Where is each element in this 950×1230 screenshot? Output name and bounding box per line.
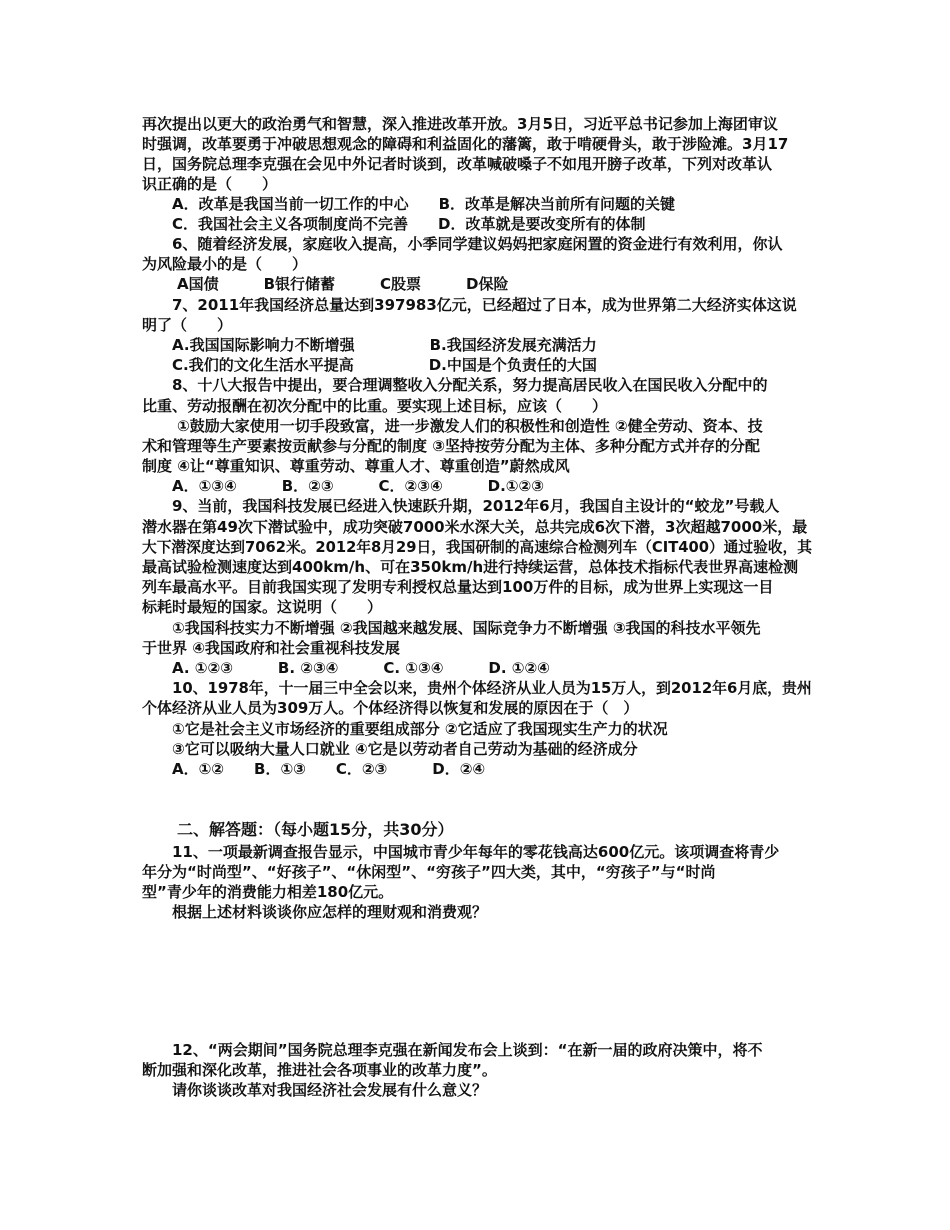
q5-options-ab: A．改革是我国当前一切工作的中心 B．改革是解决当前所有问题的关键 xyxy=(172,195,676,213)
q5-text-line-1: 再次提出以更大的政治勇气和智慧，深入推进改革开放。3月5日，习近平总书记参加上海团审议 xyxy=(142,115,778,133)
q10-text-line-2: 个体经济从业人员为309万人。个体经济得以恢复和发展的原因在于（ ） xyxy=(142,699,639,717)
q11-text-line-1: 11、一项最新调查报告显示，中国城市青少年每年的零花钱高达600亿元。该项调查将青少 xyxy=(172,843,780,861)
q7-text-line-2: 明了（ ） xyxy=(142,316,233,334)
q9-text-line-1: 9、当前，我国科技发展已经进入快速跃升期，2012年6月，我国自主设计的“蛟龙”号载人 xyxy=(172,497,780,515)
q12-text-line-2: 断加强和深化改革，推进社会各项事业的改革力度”。 xyxy=(142,1061,497,1079)
q11-text-line-3: 型”青少年的消费能力相差180亿元。 xyxy=(142,883,394,901)
q8-text-line-2: 比重、劳动报酬在初次分配中的比重。要实现上述目标，应该（ ） xyxy=(142,397,608,415)
q6-text-line-2: 为风险最小的是（ ） xyxy=(142,255,308,273)
q9-text-line-6: 标耗时最短的国家。这说明（ ） xyxy=(142,598,383,616)
q8-statements-line-3: 制度 ④让“尊重知识、尊重劳动、尊重人才、尊重创造”蔚然成风 xyxy=(142,457,570,475)
q9-statements-line-2: 于世界 ④我国政府和社会重视科技发展 xyxy=(142,639,400,657)
q6-text-line-1: 6、随着经济发展，家庭收入提高，小季同学建议妈妈把家庭闲置的资金进行有效利用，你认 xyxy=(172,235,783,253)
q9-options: A. ①②③ B. ②③④ C. ①③④ D. ①②④ xyxy=(172,659,550,677)
q10-options: A．①② B．①③ C．②③ D．②④ xyxy=(172,760,486,778)
q6-options: A国债 B银行储蓄 C股票 D保险 xyxy=(177,275,509,293)
q5-text-line-3: 日，国务院总理李克强在会见中外记者时谈到，改革喊破嗓子不如甩开膀子改革，下列对改革认 xyxy=(142,155,773,173)
q5-text-line-4: 识正确的是（ ） xyxy=(142,175,278,193)
q7-options-cd: C.我们的文化生活水平提高 D.中国是个负责任的大国 xyxy=(172,356,597,374)
q8-text-line-1: 8、十八大报告中提出，要合理调整收入分配关系，努力提高居民收入在国民收入分配中的 xyxy=(172,376,768,394)
q9-statements-line-1: ①我国科技实力不断增强 ②我国越来越发展、国际竞争力不断增强 ③我国的科技水平领先 xyxy=(172,619,761,637)
q7-options-ab: A.我国国际影响力不断增强 B.我国经济发展充满活力 xyxy=(172,336,597,354)
q7-text-line-1: 7、2011年我国经济总量达到397983亿元，已经超过了日本，成为世界第二大经济实体这说 xyxy=(172,296,797,314)
q9-text-line-5: 列车最高水平。目前我国实现了发明专利授权总量达到100万件的目标，成为世界上实现这一目 xyxy=(142,578,774,596)
q8-options: A．①③④ B．②③ C．②③④ D.①②③ xyxy=(172,477,544,495)
q5-text-line-2: 时强调，改革要勇于冲破思想观念的障碍和利益固化的藩篱，敢于啃硬骨头，敢于涉险滩。3月17 xyxy=(142,135,789,153)
q10-text-line-1: 10、1978年，十一届三中全会以来，贵州个体经济从业人员为15万人，到2012年6月底，贵州 xyxy=(172,679,812,697)
q12-prompt: 请你谈谈改革对我国经济社会发展有什么意义？ xyxy=(172,1081,488,1099)
q9-text-line-4: 最高试验检测速度达到400km/h、可在350km/h进行持续运营，总体技术指标代表世界高速检测 xyxy=(142,558,799,576)
q12-text-line-1: 12、“两会期间”国务院总理李克强在新闻发布会上谈到：“在新一届的政府决策中，将不 xyxy=(172,1041,763,1059)
q11-prompt: 根据上述材料谈谈你应怎样的理财观和消费观？ xyxy=(172,903,488,921)
q10-statements-line-1: ①它是社会主义市场经济的重要组成部分 ②它适应了我国现实生产力的状况 xyxy=(172,720,668,738)
q9-text-line-3: 大下潜深度达到7062米。2012年8月29日，我国研制的高速综合检测列车（CIT400）通过验收，其 xyxy=(142,538,812,556)
section-2-heading: 二、解答题：（每小题15分，共30分） xyxy=(177,820,454,839)
q8-statements-line-2: 术和管理等生产要素按贡献参与分配的制度 ③坚持按劳分配为主体、多种分配方式并存的分配 xyxy=(142,437,760,455)
q9-text-line-2: 潜水器在第49次下潜试验中，成功突破7000米水深大关，总共完成6次下潜，3次超越7000米，最 xyxy=(142,518,808,536)
q10-statements-line-2: ③它可以吸纳大量人口就业 ④它是以劳动者自己劳动为基础的经济成分 xyxy=(172,740,638,758)
q11-text-line-2: 年分为“时尚型”、“好孩子”、“休闲型”、“穷孩子”四大类，其中，“穷孩子”与“时尚 xyxy=(142,863,716,881)
q5-options-cd: C．我国社会主义各项制度尚不完善 D．改革就是要改变所有的体制 xyxy=(172,215,646,233)
q8-statements-line-1: ①鼓励大家使用一切手段致富，进一步激发人们的积极性和创造性 ②健全劳动、资本、技 xyxy=(177,417,763,435)
